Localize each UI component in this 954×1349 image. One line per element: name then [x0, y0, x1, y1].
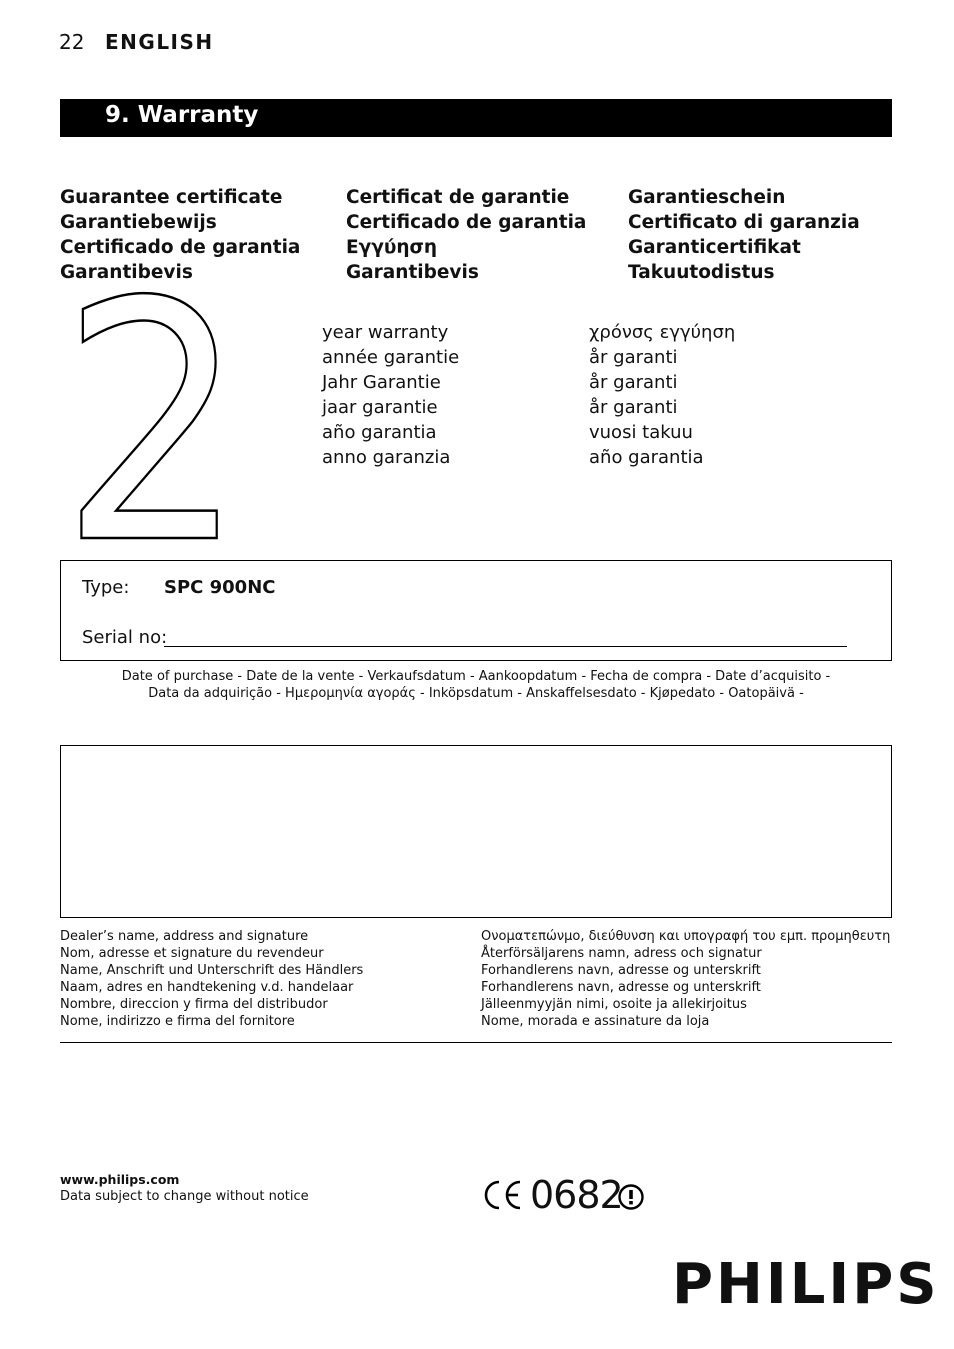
certificate-title: Certificato di garanzia — [628, 212, 860, 233]
ce-mark-icon — [482, 1178, 524, 1212]
warranty-term: år garanti — [589, 347, 678, 368]
language-heading: ENGLISH — [105, 30, 214, 54]
certificate-title: Garantibevis — [346, 262, 479, 283]
certificate-title: Certificat de garantie — [346, 187, 570, 208]
certificate-title: Εγγύηση — [346, 237, 438, 258]
dealer-label: Nombre, direccion y firma del distribudor — [60, 997, 328, 1012]
dealer-labels-col2 — [481, 928, 890, 1030]
warranty-years-value: 2 — [60, 290, 246, 550]
certificate-titles-col1 — [60, 185, 300, 285]
certificate-titles-col3 — [628, 185, 860, 285]
warranty-term: vuosi takuu — [589, 422, 693, 443]
dealer-label: Ονοματεπώνμο, διεύθυνση και υπογραφή του εμπ. προμηθευτη — [481, 929, 891, 944]
dealer-label: Nome, indirizzo e firma del fornitore — [60, 1014, 295, 1029]
warranty-term: år garanti — [589, 397, 678, 418]
type-value: SPC 900NC — [164, 577, 276, 598]
warranty-term: año garantia — [322, 422, 437, 443]
page-number: 22 — [59, 30, 85, 54]
certificate-title: Certificado de garantia — [60, 237, 301, 258]
certificate-title: Garanticertifikat — [628, 237, 801, 258]
warranty-term: χρόνσς εγγύηση — [589, 322, 736, 343]
warranty-term: Jahr Garantie — [322, 372, 441, 393]
warranty-terms-col2 — [589, 320, 735, 470]
warranty-terms-col1 — [322, 320, 459, 470]
change-notice: Data subject to change without notice — [60, 1189, 309, 1204]
serial-number-field[interactable] — [164, 646, 847, 647]
warranty-term: year warranty — [322, 322, 449, 343]
notified-body-number: 0682 — [530, 1173, 623, 1217]
certificate-titles-col2 — [346, 185, 586, 285]
divider — [60, 1042, 892, 1043]
section-title: 9. Warranty — [105, 102, 259, 128]
dealer-label: Forhandlerens navn, adresse og unterskrift — [481, 963, 761, 978]
dealer-label: Naam, adres en handtekening v.d. handelaar — [60, 980, 354, 995]
type-label: Type: — [82, 577, 130, 598]
dealer-label: Återförsäljarens namn, adress och signatur — [481, 946, 762, 961]
certificate-title: Garantibevis — [60, 262, 193, 283]
dealer-label: Name, Anschrift und Unterschrift des Händlers — [60, 963, 364, 978]
warranty-term: année garantie — [322, 347, 460, 368]
dealer-label: Forhandlerens navn, adresse og unterskrift — [481, 980, 761, 995]
warranty-term: año garantia — [589, 447, 704, 468]
dealer-label: Nome, morada e assinature da loja — [481, 1014, 710, 1029]
serial-label: Serial no: — [82, 627, 168, 648]
website-link[interactable]: www.philips.com — [60, 1172, 180, 1187]
alert-icon — [618, 1184, 644, 1210]
warranty-term: jaar garantie — [322, 397, 438, 418]
certificate-title: Garantiebewijs — [60, 212, 217, 233]
certificate-title: Garantieschein — [628, 187, 786, 208]
philips-logo: PHILIPS — [672, 1252, 940, 1317]
dealer-label: Nom, adresse et signature du revendeur — [60, 946, 324, 961]
warranty-term: år garanti — [589, 372, 678, 393]
warranty-term: anno garanzia — [322, 447, 451, 468]
dealer-label: Dealer’s name, address and signature — [60, 929, 309, 944]
date-of-purchase-line1: Date of purchase - Date de la vente - Verkaufsdatum - Aankoopdatum - Fecha de compra - Date d’acquisito - — [121, 669, 831, 684]
dealer-stamp-box[interactable] — [60, 745, 892, 918]
certificate-title: Guarantee certificate — [60, 187, 283, 208]
warranty-years-numeral — [58, 290, 248, 550]
dealer-labels-col1 — [60, 928, 363, 1030]
certificate-title: Certificado de garantia — [346, 212, 587, 233]
certificate-title: Takuutodistus — [628, 262, 775, 283]
date-of-purchase-line2: Data da adquirição - Ημερομηνία αγοράς - Inköpsdatum - Anskaffelsesdato - Kjøpedato - Oatopäivä - — [148, 686, 804, 701]
dealer-label: Jälleenmyyjän nimi, osoite ja allekirjoitus — [481, 997, 747, 1012]
